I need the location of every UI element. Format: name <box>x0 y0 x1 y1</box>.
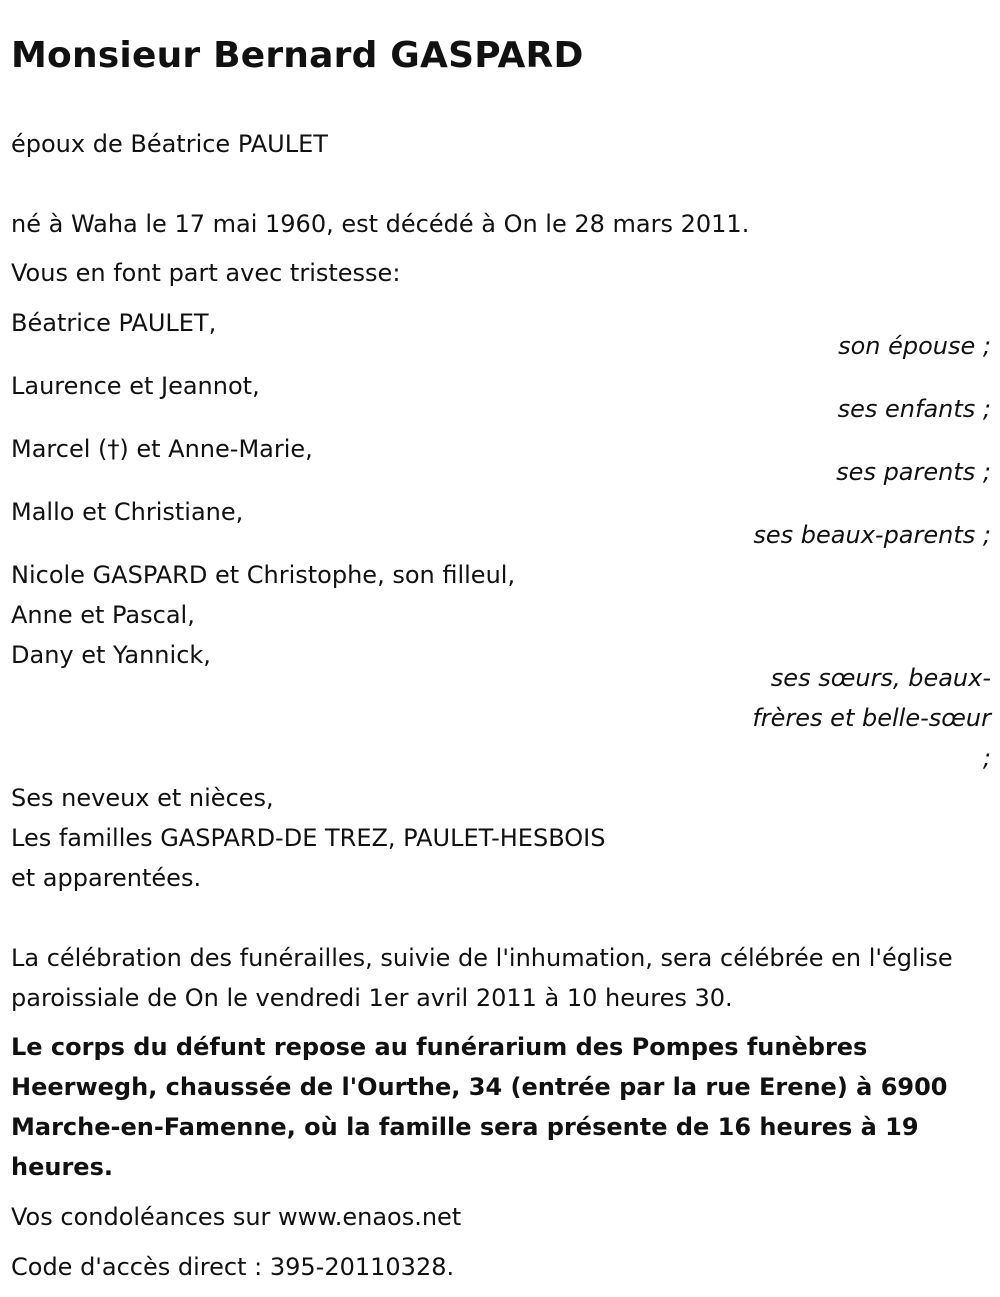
birth-death-line: né à Waha le 17 mai 1960, est décédé à On le 28 mars 2011. <box>11 210 750 238</box>
ceremony-paragraph: La célébration des funérailles, suivie de l'inhumation, sera célébrée en l'église paroissiale de On le vendredi 1er avril 2011 à 10 heures 30. <box>11 944 953 1012</box>
spouse-line: époux de Béatrice PAULET <box>11 130 328 158</box>
others-line: Ses neveux et nièces, <box>11 784 274 812</box>
family-names: Marcel (†) et Anne-Marie, <box>11 435 313 463</box>
family-names: Nicole GASPARD et Christophe, son filleul, <box>11 561 516 589</box>
announce-intro: Vous en font part avec tristesse: <box>11 259 401 287</box>
family-role: son épouse ; <box>838 332 991 360</box>
family-names: Laurence et Jeannot, <box>11 372 260 400</box>
family-names: Béatrice PAULET, <box>11 309 217 337</box>
viewing-paragraph: Le corps du défunt repose au funérarium des Pompes funèbres Heerwegh, chaussée de l'Ourthe, 34 (entrée par la rue Erene) à 6900 Marche-en-Famenne, où la famille sera présente de 16 heures à 19 heures. <box>11 1033 948 1181</box>
family-role: ses beaux-parents ; <box>753 521 991 549</box>
access-code-line: Code d'accès direct : 395-20110328. <box>11 1253 455 1281</box>
others-line: Les familles GASPARD-DE TREZ, PAULET-HESBOIS <box>11 824 606 852</box>
family-role <box>731 658 991 778</box>
others-line: et apparentées. <box>11 864 202 892</box>
family-names: Mallo et Christiane, <box>11 498 244 526</box>
family-role: ses parents ; <box>836 458 991 486</box>
condolences-line: Vos condoléances sur www.enaos.net <box>11 1203 462 1231</box>
family-role-line: ses sœurs, beaux- <box>770 664 991 692</box>
family-role: ses enfants ; <box>837 395 991 423</box>
family-names: Anne et Pascal, <box>11 601 195 629</box>
family-names: Dany et Yannick, <box>11 641 211 669</box>
page-title: Monsieur Bernard GASPARD <box>11 35 584 76</box>
family-role-line: frères et belle-sœur <box>752 704 991 732</box>
family-role-line: ; <box>982 744 991 772</box>
